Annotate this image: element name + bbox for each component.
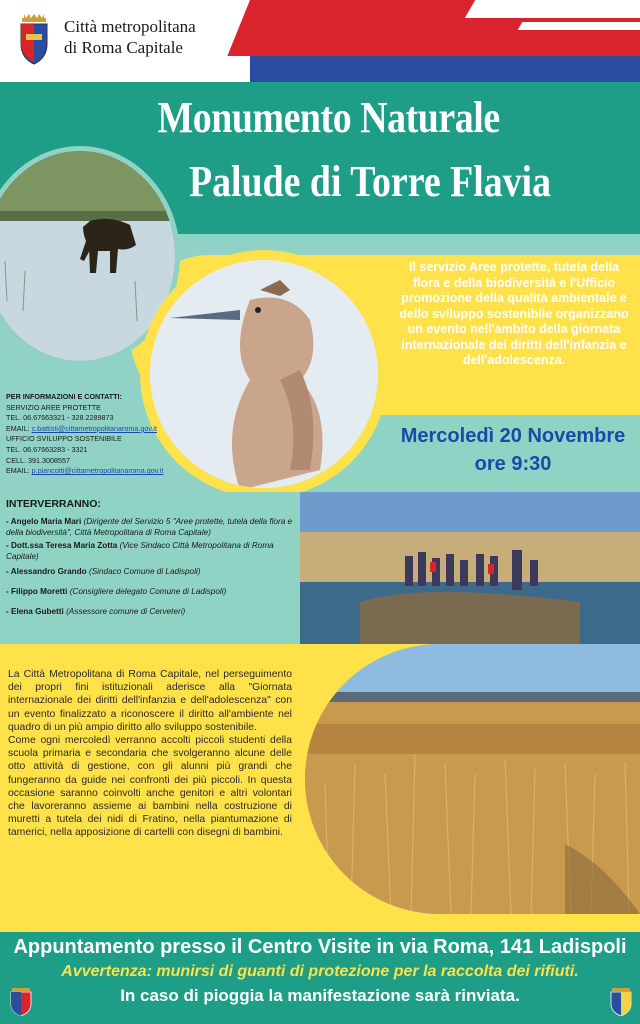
speakers-heading: INTERVERRANNO:	[6, 498, 101, 510]
title-line1: Monumento Naturale	[157, 93, 500, 142]
body-paragraph-1: La Città Metropolitana di Roma Capitale, nel perseguimento dei propri fini istituzionali aderisce alla "Giornata internazionale dei diritti dell'infanzia e dell'adolescenza" con un evento finalizzato a riconoscere il diritto all'ambiente nel quadro di un più ampio diritto allo sviluppo sostenibile.	[8, 669, 292, 733]
footer-warning: Avvertenza: munirsi di guanti di protezione per la raccolta dei rifiuti.	[61, 963, 579, 980]
contacts-office2: UFFICIO SVILUPPO SOSTENIBILE	[6, 434, 122, 444]
footer-appointment: Appuntamento presso il Centro Visite in via Roma, 141 Ladispoli	[13, 936, 627, 958]
contacts-email1-row	[6, 424, 186, 435]
speaker-item	[6, 540, 296, 562]
title-line2: Palude di Torre Flavia	[189, 157, 551, 206]
contacts-email1-link[interactable]: c.battisti@cittametropolitanaroma.gov.it	[31, 423, 157, 433]
contacts-cell2: CELL. 391.3008557	[6, 455, 70, 465]
contacts-tel2: TEL. 06.67663283 - 3321	[6, 444, 88, 454]
contacts-email2-row	[6, 466, 186, 477]
contacts-heading: PER INFORMAZIONI E CONTATTI:	[6, 392, 122, 401]
body-paragraph-2: Come ogni mercoledì verranno accolti piccoli studenti della scuola primaria e secondaria che svolgeranno alcune delle otto attività di gestione, con gli alunni più grandi che fungeranno da guide nei confronti dei più piccoli. In questa occasione saranno coinvolti anche genitori e altri volontari che lavoreranno assieme ai bambini nella costruzione di muretti a tutela dei nidi di Fratino, nella piantumazione di tamerici, nella apposizione di cartelli con disegni di bambini.	[8, 735, 292, 839]
intro-text: Il servizio Aree protette, tutela della flora e della biodiversità e l'Ufficio promozione della qualità ambientale e dello sviluppo sostenibile organizzano un evento nell'ambito della giornata internazionale dei diritti dell'infanzia e dell'adolescenza.	[399, 260, 629, 367]
children-group-photo	[300, 492, 640, 644]
coat-of-arms-icon	[608, 984, 634, 1016]
speaker-name: - Alessandro Grando	[6, 567, 87, 576]
contacts-email2-label: EMAIL:	[6, 466, 32, 476]
contacts-office1: SERVIZIO AREE PROTETTE	[6, 402, 101, 412]
speaker-item	[6, 566, 296, 577]
body-text	[8, 668, 292, 840]
coat-of-arms-icon	[8, 984, 34, 1016]
coat-of-arms-icon	[16, 12, 52, 68]
organization-name	[64, 16, 264, 58]
organization-name-line1: Città metropolitana	[64, 17, 196, 36]
header	[0, 0, 640, 82]
speaker-role: (Consigliere delegato Comune di Ladispoli)	[69, 587, 227, 596]
speaker-item	[6, 606, 296, 617]
flag-stripe-blue	[250, 56, 640, 82]
contacts-block	[6, 392, 186, 477]
speaker-name: - Angelo Maria Mari	[6, 517, 82, 526]
speaker-name: - Elena Gubetti	[6, 607, 64, 616]
speaker-role: (Vice Sindaco Città Metropolitana di Roma Capitale)	[6, 541, 274, 561]
speaker-item	[6, 516, 296, 538]
event-datetime	[386, 422, 640, 478]
speaker-role: (Assessore comune di Cerveteri)	[66, 607, 186, 616]
flag-stripe-white-thin	[518, 22, 640, 30]
speaker-role: (Dirigente del Servizio 5 "Aree protette, tutela della flora e della biodiversità", Città Metropolitana di Roma Capitale)	[6, 517, 293, 537]
event-time: ore 9:30	[474, 453, 552, 475]
speaker-name: - Filippo Moretti	[6, 587, 68, 596]
contacts-email2-link[interactable]: p.piancotti@cittametropolitanaroma.gov.it	[31, 466, 164, 476]
contacts-email1-label: EMAIL:	[6, 423, 32, 433]
flag-stripe-white	[465, 0, 640, 18]
contacts-tel1: TEL. 06.67663321 - 328.2289873	[6, 413, 114, 423]
event-date: Mercoledì 20 Novembre	[400, 425, 626, 447]
organization-name-line2: di Roma Capitale	[64, 38, 183, 57]
footer-rain-notice: In caso di pioggia la manifestazione sarà rinviata.	[120, 986, 520, 1005]
speaker-role: (Sindaco Comune di Ladispoli)	[88, 567, 201, 576]
speaker-name: - Dott.ssa Teresa Maria Zotta	[6, 541, 118, 550]
reeds-marsh-photo	[305, 644, 640, 914]
speaker-item	[6, 586, 296, 597]
